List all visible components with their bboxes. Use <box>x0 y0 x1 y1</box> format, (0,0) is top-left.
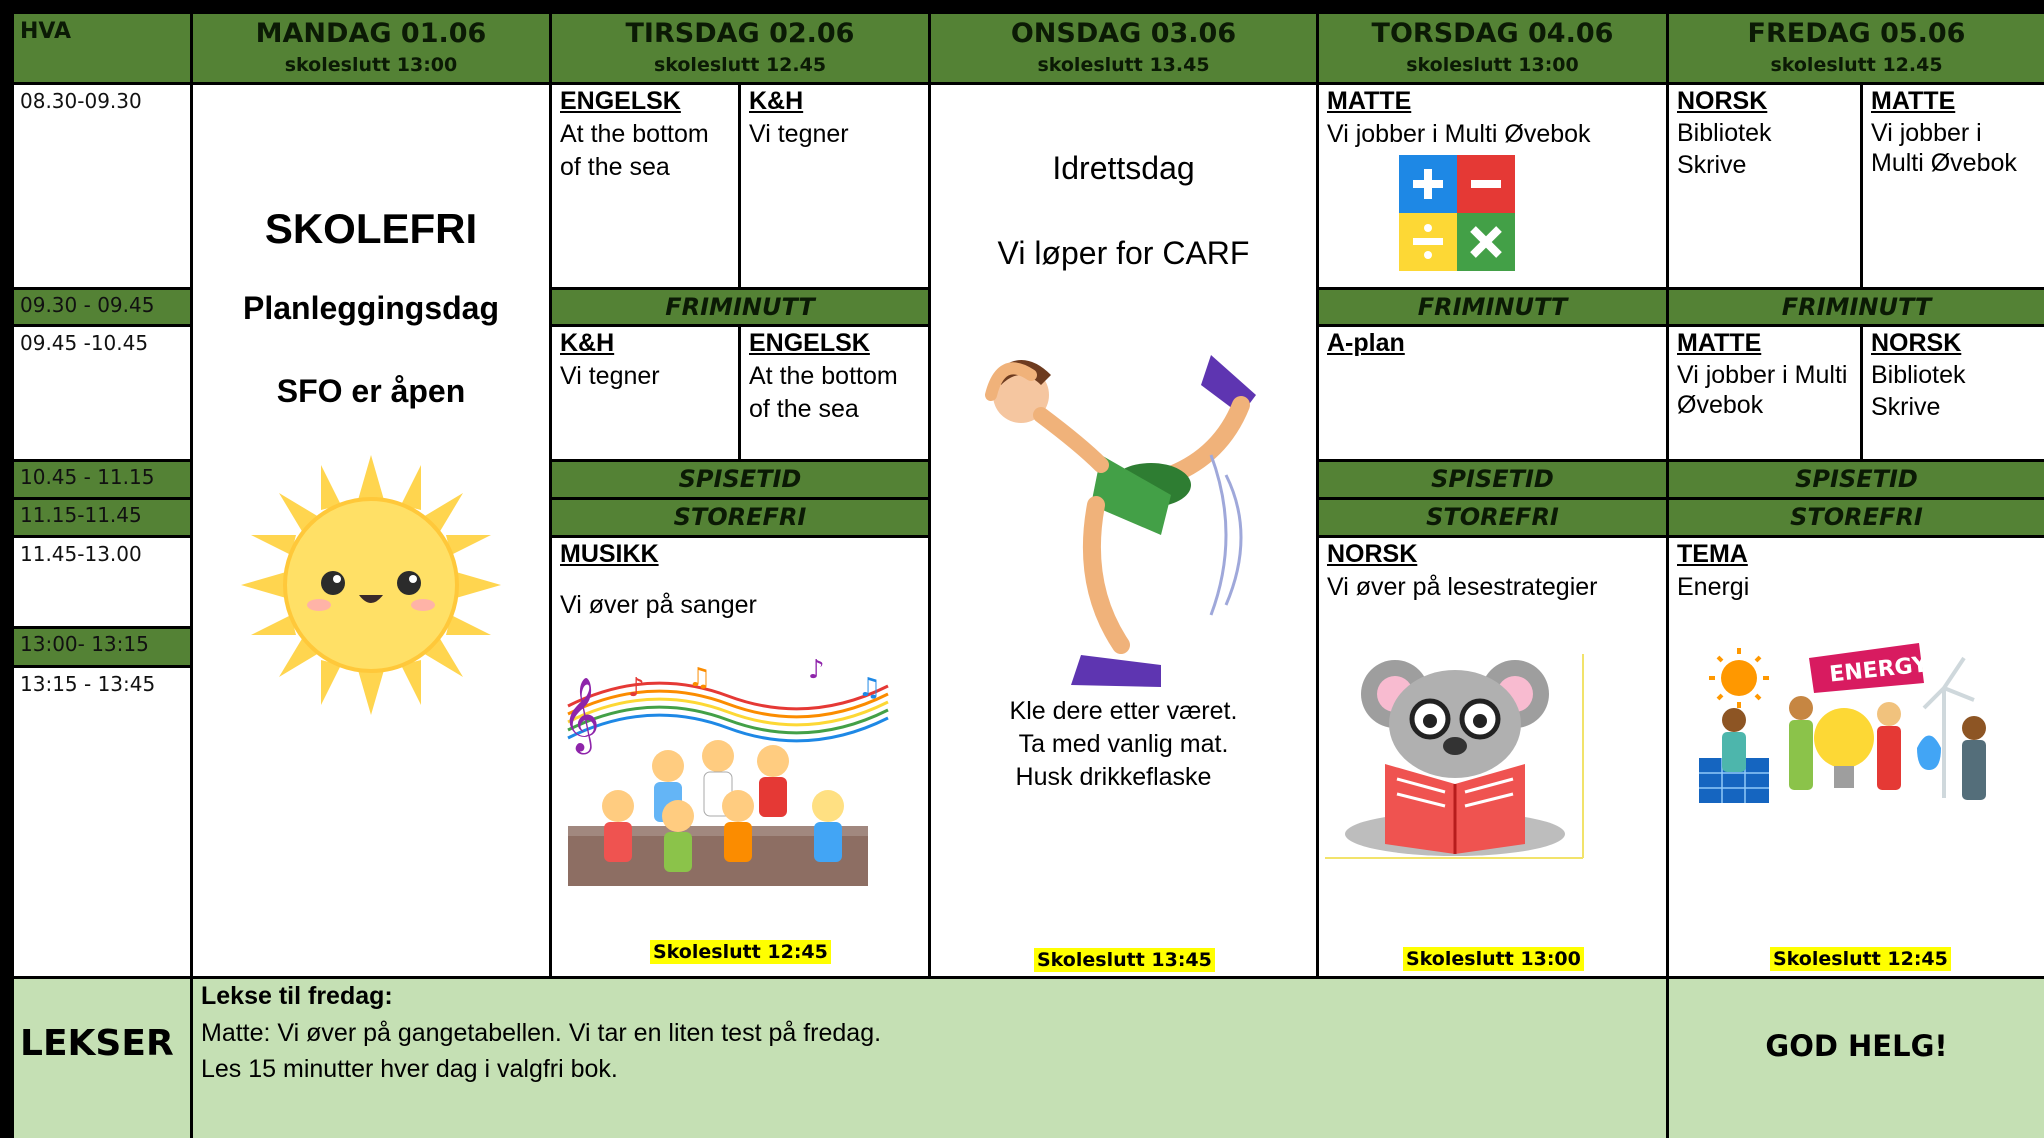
time-label: 11.45-13.00 <box>20 542 142 566</box>
header-thursday <box>1319 14 1666 82</box>
header-friday <box>1669 14 2044 82</box>
subject-label: K&H <box>560 329 615 357</box>
wednesday-note-1: Kle dere etter været. <box>1009 697 1238 725</box>
lesson-text: Energi <box>1677 573 1750 601</box>
subject-label: NORSK <box>1327 540 1418 568</box>
thursday-lunch: SPISETID <box>1319 462 1666 497</box>
time-label: 08.30-09.30 <box>20 89 142 113</box>
svg-text:♪: ♪ <box>628 673 645 703</box>
subject-label: MUSIKK <box>560 540 659 568</box>
time-slot-5 <box>14 500 190 535</box>
day-title: TIRSDAG 02.06 <box>625 18 855 49</box>
time-label: 09.30 - 09.45 <box>20 293 155 317</box>
svg-text:♪: ♪ <box>808 656 825 685</box>
tuesday-p1-english <box>552 85 738 287</box>
koala-reading-icon <box>1325 654 1587 862</box>
header-wednesday <box>931 14 1316 82</box>
lesson-text: Vi tegner <box>749 120 849 148</box>
tuesday-p2-english <box>741 327 928 459</box>
energy-sign-text: ENERGY <box>1828 652 1930 688</box>
homework-label: LEKSER <box>20 1023 174 1064</box>
monday-subtitle: Planleggingsdag <box>242 290 500 326</box>
day-end-time: skoleslutt 12.45 <box>1770 54 1943 76</box>
day-title: TORSDAG 04.06 <box>1371 18 1614 49</box>
school-end-highlight: Skoleslutt 13:00 <box>1403 947 1584 971</box>
day-title: ONSDAG 03.06 <box>1010 18 1237 49</box>
friday-p3-theme <box>1669 538 2044 976</box>
lesson-text: Vi jobber i Multi Øvebok <box>1871 119 2017 177</box>
friday-break: FRIMINUTT <box>1669 290 2044 324</box>
school-end-highlight: Skoleslutt 12:45 <box>650 940 831 964</box>
lesson-text: At the bottom of the sea <box>749 362 898 423</box>
tuesday-lunch: SPISETID <box>552 462 928 497</box>
lesson-text: Vi jobber i Multi Øvebok <box>1327 120 1591 148</box>
tuesday-p1-arts <box>741 85 928 287</box>
time-label: 13:15 - 13:45 <box>20 672 156 696</box>
lesson-text: Bibliotek <box>1677 119 1772 147</box>
header-hva-label: HVA <box>20 19 71 44</box>
day-end-time: skoleslutt 13:00 <box>284 54 458 76</box>
time-label: 09.45 -10.45 <box>20 331 149 355</box>
lesson-text: Bibliotek <box>1871 361 1966 389</box>
day-title: FREDAG 05.06 <box>1747 18 1966 49</box>
time-label: 13:00- 13:15 <box>20 632 149 656</box>
friday-p2-norwegian <box>1863 327 2044 459</box>
time-slot-7 <box>14 629 190 665</box>
subject-label: MATTE <box>1677 329 1762 357</box>
day-end-time: skoleslutt 13.45 <box>1037 54 1210 76</box>
time-label: 10.45 - 11.15 <box>20 465 155 489</box>
svg-text:𝄞: 𝄞 <box>562 678 600 752</box>
sun-icon <box>241 455 501 715</box>
homework-line-1: Matte: Vi øver på gangetabellen. Vi tar en liten test på fredag. <box>201 1019 882 1047</box>
subject-label: MATTE <box>1871 87 1956 115</box>
subject-label: MATTE <box>1327 87 1412 115</box>
friday-p2-math <box>1669 327 1860 459</box>
subject-label: ENGELSK <box>560 87 681 115</box>
monday-content <box>193 85 549 976</box>
time-slot-1 <box>14 85 190 287</box>
tuesday-p2-arts <box>552 327 738 459</box>
math-operations-icon <box>1399 155 1515 271</box>
thursday-p2-plan <box>1319 327 1666 459</box>
time-slot-8 <box>14 668 190 976</box>
greeting-cell <box>1669 979 2044 1138</box>
tuesday-p3-music <box>552 538 928 976</box>
friday-long-break: STOREFRI <box>1669 500 2044 535</box>
tuesday-break: FRIMINUTT <box>552 290 928 324</box>
school-end-highlight: Skoleslutt 13:45 <box>1034 948 1215 972</box>
subject-label: NORSK <box>1677 87 1768 115</box>
wednesday-title: Idrettsdag <box>1052 150 1195 186</box>
lesson-text: Vi øver på sanger <box>560 591 757 619</box>
time-slot-2 <box>14 290 190 324</box>
svg-text:♫: ♫ <box>688 663 712 693</box>
wednesday-subtitle: Vi løper for CARF <box>997 235 1250 271</box>
thursday-long-break: STOREFRI <box>1319 500 1666 535</box>
homework-title: Lekse til fredag: <box>201 982 393 1010</box>
subject-label: ENGELSK <box>749 329 870 357</box>
day-end-time: skoleslutt 13:00 <box>1406 54 1579 76</box>
lesson-text: Vi tegner <box>560 362 660 390</box>
greeting-text: GOD HELG! <box>1765 1029 1948 1063</box>
friday-p1-norwegian <box>1669 85 1860 287</box>
monday-title: SKOLEFRI <box>264 205 478 252</box>
lesson-text: At the bottom of the sea <box>560 120 709 181</box>
runner-icon <box>971 335 1281 715</box>
time-slot-4 <box>14 462 190 497</box>
time-label: 11.15-11.45 <box>20 503 142 527</box>
wednesday-note-2: Ta med vanlig mat. <box>1018 730 1229 758</box>
subject-label: A-plan <box>1327 329 1405 357</box>
friday-p1-math <box>1863 85 2044 287</box>
tuesday-long-break: STOREFRI <box>552 500 928 535</box>
friday-lunch: SPISETID <box>1669 462 2044 497</box>
time-slot-3 <box>14 327 190 459</box>
thursday-p1-math <box>1319 85 1666 287</box>
homework-content <box>193 979 1666 1138</box>
wednesday-content <box>931 85 1316 976</box>
time-slot-6 <box>14 538 190 626</box>
monday-note: SFO er åpen <box>276 373 466 409</box>
lesson-text: Skrive <box>1871 393 1941 421</box>
day-end-time: skoleslutt 12.45 <box>653 54 827 76</box>
svg-text:♫: ♫ <box>858 673 882 703</box>
header-tuesday <box>552 14 928 82</box>
homework-label-cell <box>14 979 190 1138</box>
school-end-highlight: Skoleslutt 12:45 <box>1770 947 1951 971</box>
subject-label: NORSK <box>1871 329 1962 357</box>
lesson-text: Skrive <box>1677 151 1747 179</box>
thursday-p3-norwegian <box>1319 538 1666 976</box>
thursday-break: FRIMINUTT <box>1319 290 1666 324</box>
lesson-text: Vi jobber i Multi Øvebok <box>1677 361 1848 419</box>
header-monday <box>193 14 549 82</box>
energy-icon <box>1689 638 1989 828</box>
lesson-text: Vi øver på lesestrategier <box>1327 573 1598 601</box>
wednesday-note-3: Husk drikkeflaske <box>1015 763 1212 791</box>
homework-line-2: Les 15 minutter hver dag i valgfri bok. <box>201 1055 618 1083</box>
day-title: MANDAG 01.06 <box>255 18 487 49</box>
music-kids-icon <box>558 656 898 906</box>
subject-label: TEMA <box>1677 540 1748 568</box>
header-hva <box>14 14 190 82</box>
subject-label: K&H <box>749 87 804 115</box>
